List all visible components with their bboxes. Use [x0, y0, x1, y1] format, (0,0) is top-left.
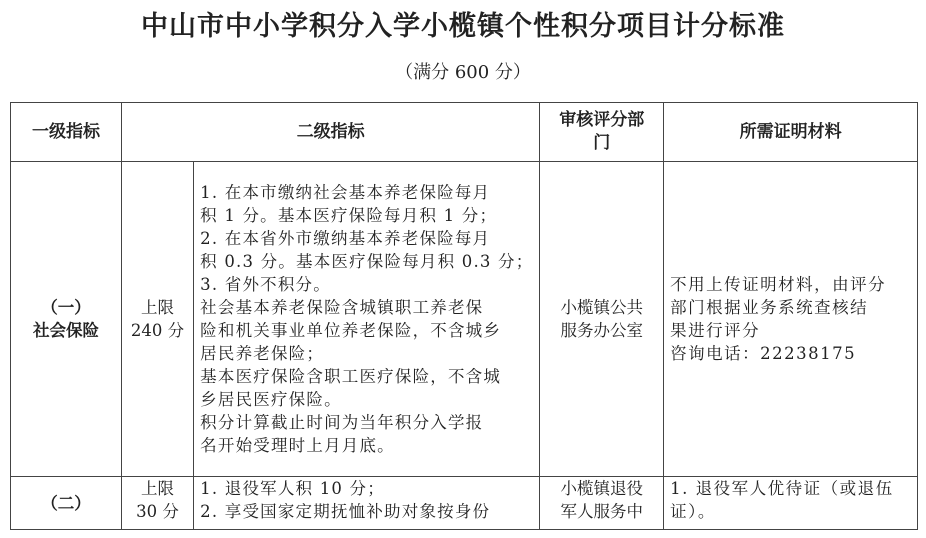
table-header-row [11, 103, 918, 162]
table-row [11, 477, 918, 530]
limit-cell: 上限 240 分 [121, 162, 193, 477]
dept-cell: 小榄镇退役 军人服务中 [540, 477, 664, 530]
level1-cell: （二） [11, 477, 122, 530]
document-title: 中山市中小学积分入学小榄镇个性积分项目计分标准 [141, 11, 785, 42]
level2-cell: 1. 在本市缴纳社会基本养老保险每月 积 1 分。基本医疗保险每月积 1 分； 2. 在本省外市缴纳基本养老保险每月 积 0.3 分。基本医疗保险每月积 0.3 分； 3. 省外不积分。 社会基本养老保险含城镇职工养老保 险和机关事业单位养老保险，不含城乡 居民养老保险； 基本医疗保险含职工医疗保险，不含城 乡居民医疗保险。 积分计算截止时间为当年积分入学报 名开始受理时上月月底。 [194, 162, 540, 477]
header-materials: 所需证明材料 [664, 103, 918, 162]
header-dept: 审核评分部 门 [540, 103, 664, 162]
materials-cell: 不用上传证明材料，由评分 部门根据业务系统查核结 果进行评分 咨询电话：22238175 [664, 162, 918, 477]
header-level2: 二级指标 [121, 103, 540, 162]
table-row [11, 162, 918, 477]
materials-cell: 1. 退役军人优待证（或退伍 证）。 [664, 477, 918, 530]
level1-cell: （一） 社会保险 [11, 162, 122, 477]
level2-cell: 1. 退役军人积 10 分； 2. 享受国家定期抚恤补助对象按身份 [194, 477, 540, 530]
scoring-table [10, 102, 918, 530]
dept-cell: 小榄镇公共 服务办公室 [540, 162, 664, 477]
limit-cell: 上限 30 分 [121, 477, 193, 530]
header-level1: 一级指标 [11, 103, 122, 162]
document-subtitle: （满分 600 分） [395, 62, 531, 83]
